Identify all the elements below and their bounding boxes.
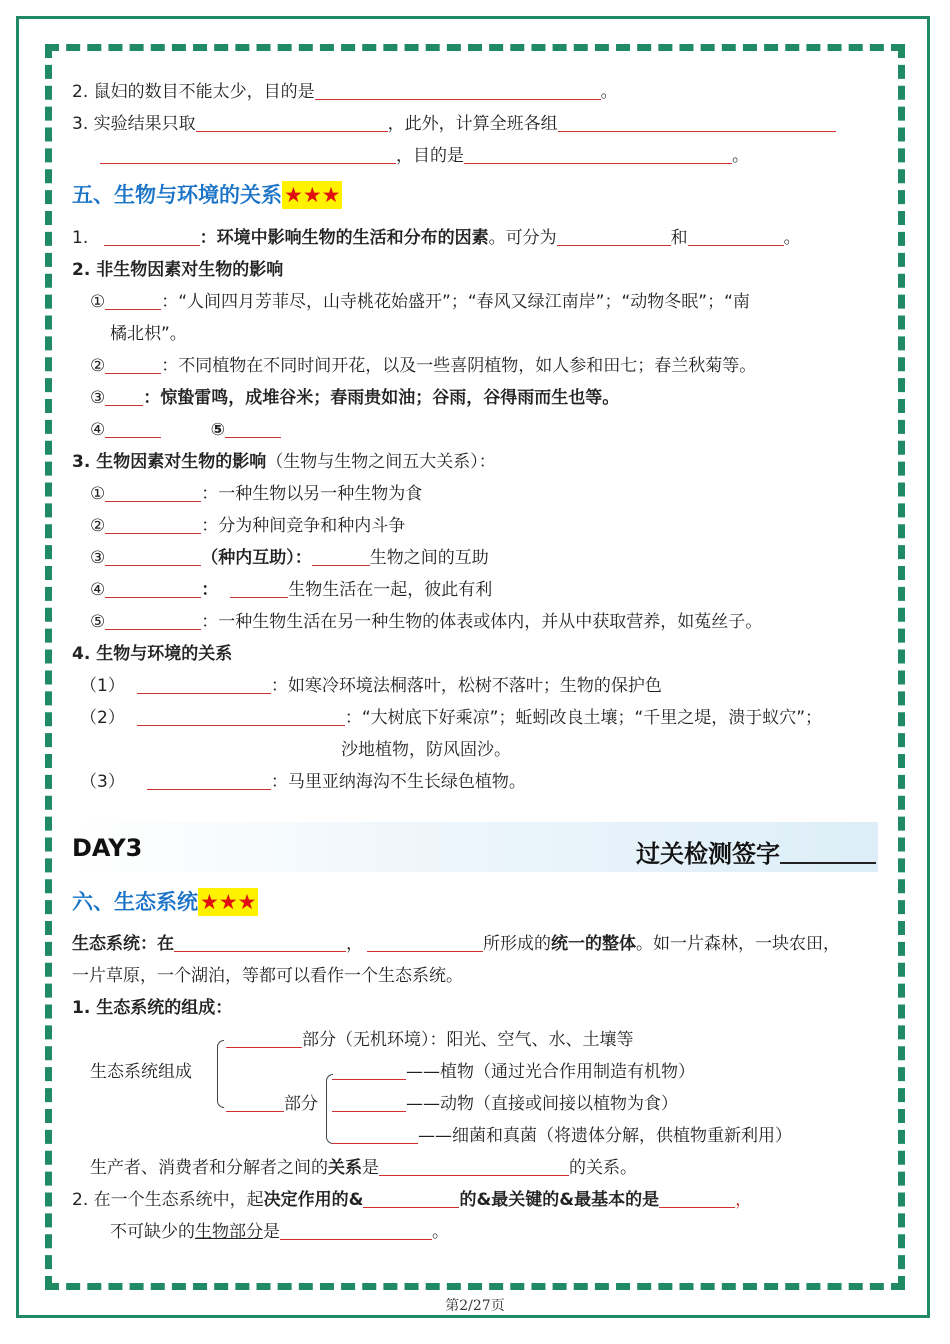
diagram-row (332, 1060, 695, 1084)
star-rating-icon: ★★★ (200, 890, 257, 914)
signature-blank[interactable] (780, 840, 876, 864)
question-text: ：如寒冷环境法桐落叶，松树不落叶；生物的保护色 (270, 676, 662, 696)
question-line (90, 386, 619, 410)
question-line (90, 290, 750, 314)
answer-blank[interactable] (315, 81, 601, 100)
question-line (80, 674, 662, 698)
question-text: 所形成的 (483, 934, 551, 954)
item-marker: ② (90, 356, 106, 376)
diagram-text: 部分（无机环境）：阳光、空气、水、土壤等 (302, 1030, 634, 1050)
answer-blank[interactable] (688, 227, 784, 246)
question-text: 生物之间的互助 (369, 548, 489, 568)
subheading-note: （生物与生物之间五大关系）： (266, 452, 496, 472)
answer-blank[interactable] (226, 1029, 302, 1048)
question-text: 生产者、消费者和分解者之间的 (90, 1158, 328, 1178)
answer-blank[interactable] (105, 579, 201, 598)
item-marker: ① (90, 292, 106, 312)
answer-blank[interactable] (105, 355, 161, 374)
answer-blank[interactable] (230, 579, 288, 598)
question-line (100, 144, 749, 168)
question-text: 。 (732, 146, 749, 166)
answer-blank[interactable] (225, 419, 281, 438)
question-text: ，此外，计算全班各组 (387, 114, 558, 134)
answer-blank[interactable] (147, 771, 271, 790)
answer-blank[interactable] (174, 933, 346, 952)
question-text: 橘北枳”。 (110, 324, 187, 344)
diagram-root-label: 生态系统组成 (90, 1062, 192, 1082)
question-text: ：一种生物以另一种生物为食 (201, 484, 423, 504)
subheading: 1. 生态系统的组成： (72, 998, 233, 1018)
answer-blank[interactable] (367, 933, 483, 952)
section-title (72, 885, 258, 919)
question-text: 和 (670, 228, 688, 248)
question-text: ：马里亚纳海沟不生长绿色植物。 (270, 772, 526, 792)
question-text: ：惊蛰雷鸣，成堆谷米；春雨贵如油；谷雨，谷得雨而生也等。 (143, 388, 620, 408)
question-text: ：“大树底下好乘凉”；蚯蚓改良土壤；“千里之堤，溃于蚁穴”； (344, 708, 823, 728)
answer-blank[interactable] (332, 1061, 406, 1080)
answer-blank[interactable] (464, 145, 732, 164)
question-text: 是 (362, 1158, 379, 1178)
answer-blank[interactable] (363, 1189, 459, 1208)
answer-blank[interactable] (105, 611, 201, 630)
item-marker: ④ (90, 580, 106, 600)
subheading (72, 450, 496, 474)
question-line (90, 418, 281, 442)
keyword: 决定作用的& (263, 1190, 364, 1210)
question-line (90, 514, 405, 538)
subheading: 2. 非生物因素对生物的影响 (72, 260, 284, 280)
diagram-row (226, 1092, 318, 1116)
question-text: 一片草原，一个湖泊，等都可以看作一个生态系统。 (72, 966, 463, 986)
question-text: 沙地植物，防风固沙。 (341, 740, 511, 760)
question-line (90, 1156, 637, 1180)
answer-blank[interactable] (137, 675, 271, 694)
question-text: 不可缺少的 (110, 1222, 195, 1242)
question-line (110, 1220, 449, 1244)
answer-blank[interactable] (104, 227, 200, 246)
question-text: ，目的是 (396, 146, 464, 166)
question-line (72, 1188, 752, 1212)
question-text: ：“人间四月芳菲尽，山寺桃花始盛开”；“春风又绿江南岸”；“动物冬眠”；“南 (161, 292, 750, 312)
question-text: 2. 鼠妇的数目不能太少，目的是 (72, 82, 315, 102)
answer-blank[interactable] (332, 1125, 418, 1144)
item-marker: ⑤ (90, 612, 106, 632)
answer-blank[interactable] (105, 387, 143, 406)
question-line (72, 226, 801, 250)
diagram-row (226, 1028, 634, 1052)
item-marker: ③ (90, 548, 106, 568)
answer-blank[interactable] (558, 113, 836, 132)
sign-label: 过关检测签字 (636, 840, 780, 868)
question-text: ， (735, 1190, 753, 1210)
question-line (72, 932, 840, 956)
item-marker: （1） (80, 676, 125, 696)
item-marker: ② (90, 516, 106, 536)
question-text: 。 (783, 228, 801, 248)
answer-blank[interactable] (105, 547, 201, 566)
question-text: 是 (263, 1222, 280, 1242)
question-text: （种内互助）： (201, 548, 312, 568)
question-text: ： (201, 580, 219, 600)
left-brace (217, 1040, 224, 1108)
answer-blank[interactable] (659, 1189, 735, 1208)
answer-blank[interactable] (105, 515, 201, 534)
question-text: ：不同植物在不同时间开花，以及一些喜阴植物，如人参和田七；春兰秋菊等。 (161, 356, 757, 376)
question-text: 。如一片森林，一块农田， (636, 934, 840, 954)
item-marker: ③ (90, 388, 106, 408)
answer-blank[interactable] (105, 419, 161, 438)
question-line (80, 770, 526, 794)
diagram-text: 部分 (284, 1094, 318, 1114)
definition-label: 生态系统：在 (72, 934, 174, 954)
day-label: DAY3 (72, 834, 143, 862)
question-text: 。 (600, 82, 618, 102)
answer-blank[interactable] (196, 113, 388, 132)
question-text: 。 (432, 1222, 449, 1242)
question-text: ， (346, 934, 363, 954)
diagram-text: ——细菌和真菌（将遗体分解，供植物重新利用） (418, 1126, 792, 1146)
answer-blank[interactable] (226, 1093, 284, 1112)
question-text: 2. 在一个生态系统中，起 (72, 1190, 264, 1210)
question-line (90, 610, 762, 634)
question-text: ：环境中影响生物的生活和分布的 (199, 228, 455, 248)
answer-blank[interactable] (280, 1221, 432, 1240)
question-text: 3. 实验结果只取 (72, 114, 196, 134)
question-line (72, 112, 836, 136)
item-marker: （2） (80, 708, 125, 728)
question-line (80, 706, 822, 730)
day-header-bar (72, 822, 878, 872)
answer-blank[interactable] (379, 1157, 569, 1176)
question-text: ：分为种间竞争和种内斗争 (201, 516, 406, 536)
diagram-text: ——动物（直接或间接以植物为食） (406, 1094, 678, 1114)
subheading: 4. 生物与环境的关系 (72, 644, 233, 664)
item-marker: ① (90, 484, 106, 504)
question-line (90, 354, 756, 378)
sign-field (636, 834, 876, 869)
item-marker: ④ (90, 420, 106, 440)
diagram-row (332, 1124, 792, 1148)
question-text: 。可分为 (488, 228, 557, 248)
diagram-row (332, 1092, 678, 1116)
answer-blank[interactable] (105, 483, 201, 502)
page-number: 第2/27页 (445, 1298, 505, 1314)
section-title-text: 六、生态系统 (72, 890, 198, 914)
keyword: 关系 (328, 1158, 362, 1178)
answer-blank[interactable] (100, 145, 396, 164)
answer-blank[interactable] (332, 1093, 406, 1112)
item-marker: （3） (80, 772, 125, 792)
question-line (90, 578, 492, 602)
question-line (90, 482, 422, 506)
answer-blank[interactable] (312, 547, 370, 566)
keyword: 统一的整体 (551, 934, 636, 954)
keyword: 的&最关键的&最基本的是 (459, 1190, 660, 1210)
keyword: 生物部分 (195, 1222, 263, 1242)
diagram-text: ——植物（通过光合作用制造有机物） (406, 1062, 695, 1082)
item-number: 1. (72, 228, 89, 248)
section-title (72, 178, 342, 212)
question-text: 的关系。 (569, 1158, 637, 1178)
item-marker: ⑤ (210, 420, 226, 440)
question-line (72, 80, 618, 104)
star-rating-icon: ★★★ (284, 183, 341, 207)
answer-blank[interactable] (105, 291, 161, 310)
answer-blank[interactable] (557, 227, 671, 246)
keyword: 因素 (454, 228, 489, 248)
question-text: ：一种生物生活在另一种生物的体表或体内，并从中获取营养，如菟丝子。 (201, 612, 763, 632)
question-text: 生物生活在一起，彼此有利 (288, 580, 493, 600)
answer-blank[interactable] (137, 707, 345, 726)
question-line (90, 546, 489, 570)
subheading-text: 3. 生物因素对生物的影响 (72, 452, 267, 472)
section-title-text: 五、生物与环境的关系 (72, 183, 282, 207)
